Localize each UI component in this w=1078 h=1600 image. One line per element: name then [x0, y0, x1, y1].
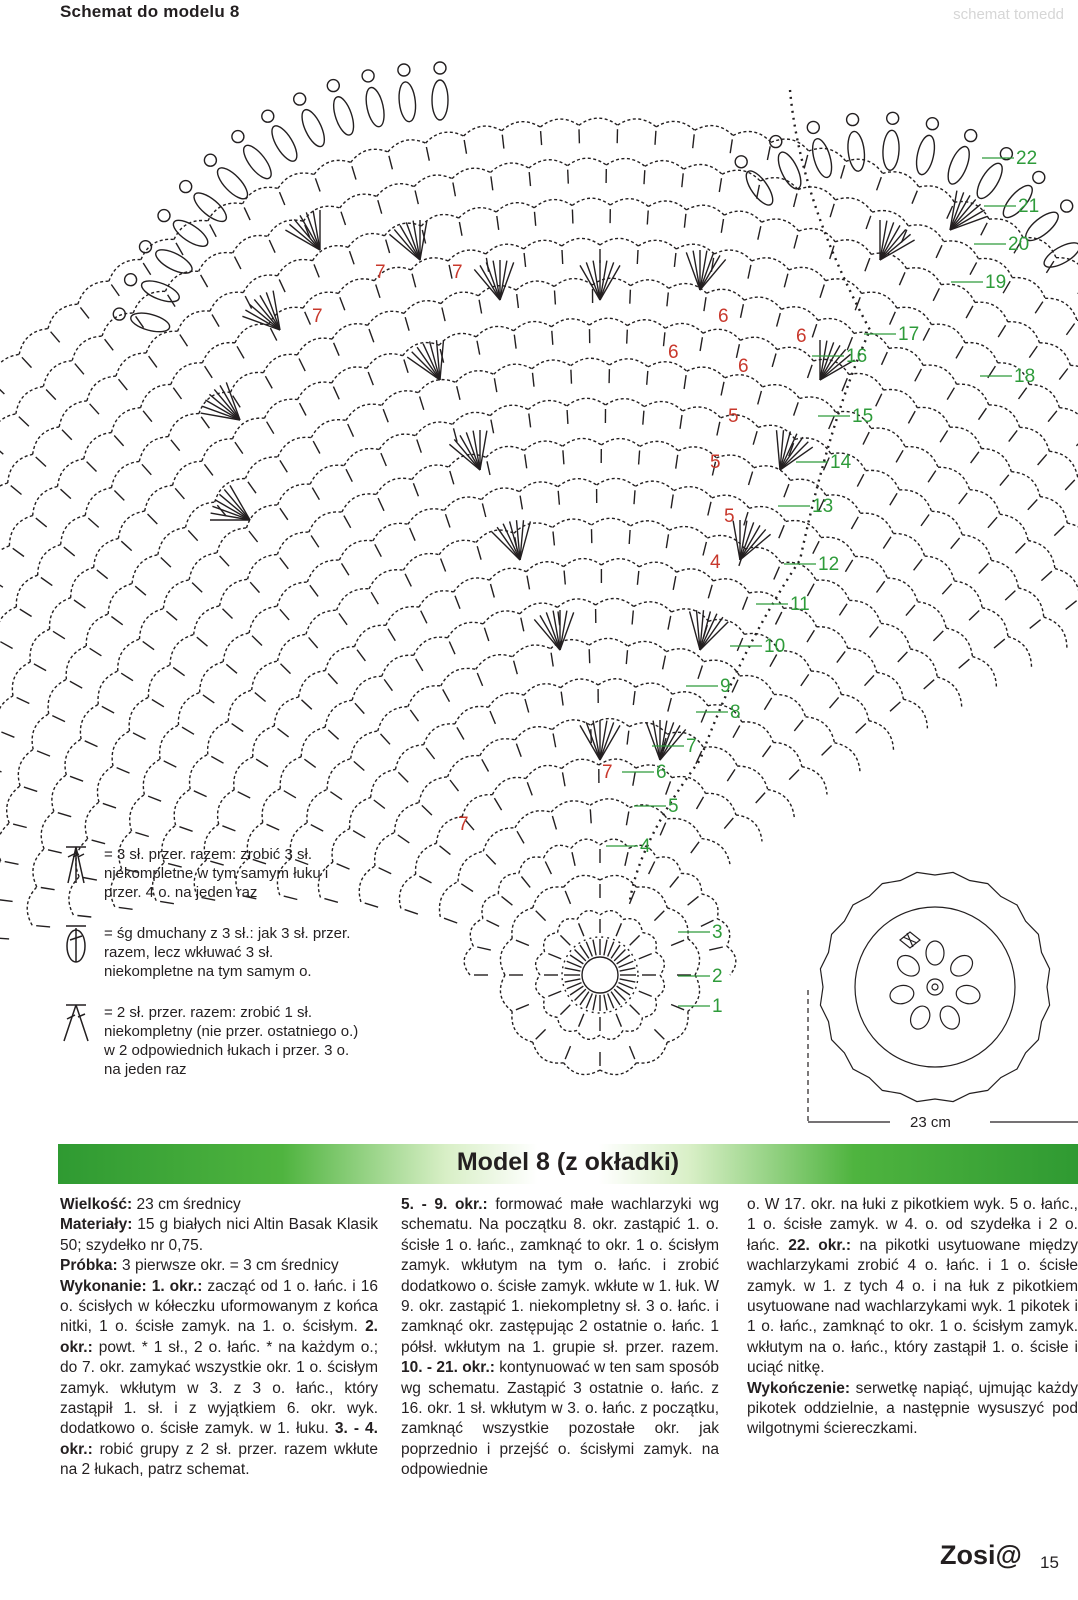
- two-dc-decrease-symbol: [60, 1001, 100, 1045]
- round-label: 17: [898, 324, 920, 345]
- instruction-key: 22. okr.:: [788, 1236, 852, 1254]
- instruction-key: Próbka:: [60, 1257, 118, 1275]
- round-label: 18: [1014, 366, 1036, 387]
- instruction-key: Wielkość:: [60, 1196, 133, 1213]
- round-label: 6: [656, 762, 667, 783]
- instruction-text: 3 pierwsze okr. = 3 cm średnicy: [117, 1257, 339, 1275]
- three-dc-cluster-symbol: [60, 843, 100, 887]
- round-label: 10: [764, 636, 786, 657]
- round-label: 16: [846, 346, 868, 367]
- round-label: 1: [712, 996, 723, 1017]
- round-label: 22: [1016, 148, 1038, 169]
- instruction-key: 10. - 21. okr.:: [401, 1359, 495, 1377]
- round-label: 14: [830, 452, 852, 473]
- round-label: 4: [640, 836, 651, 857]
- round-label: 11: [790, 594, 810, 615]
- legend-text-decrease: = 2 sł. przer. razem: zrobić 1 sł. niekompletny (nie przer. ostatniego o.) w 2 odpowiednich łukach i przer. 3 o. na jeden raz: [104, 1004, 359, 1078]
- instruction-key: Wykonanie: 1. okr.:: [60, 1277, 203, 1295]
- symbol-legend: [60, 845, 360, 1101]
- round-label: 20: [1008, 234, 1030, 255]
- diagram-heading: Schemat do modelu 8: [60, 2, 240, 21]
- instruction-text: formować małe wachlarzyki wg schematu. Na początku 8. okr. zastąpić 1. o. ścisłe 1 o. łańc., zamknąć to okr. 1 o. ścisłym zamyk. wkłutym na tym o. łańc. i zrobić dodatkowo o. ścisłe zamyk. wkłute w 1. łuk. W 9. okr. zastąpić 1. niekompletny sł. 3 o. łańc. i zamknąć okr. zastępując 2 ostatnie o. łańc. 1 półsł. wkłutym na 1. grupie sł. przer. razem.: [401, 1196, 719, 1356]
- instruction-text: powt. * 1 sł., 2 o. łańc. * na każdym o.; do 7. okr. zamykać wszystkie okr. 1 o. ścisłym zamyk. wkłutym w 3. z 3 o. łańc., który zastąpił 1. sł. i z wyjątkiem 6. okr. wyk. dodatkowo o. ścisłe zamyk. w 1. łuku.: [60, 1338, 378, 1438]
- round-label: 3: [712, 922, 723, 943]
- round-label: 5: [724, 506, 735, 527]
- page-number: 15: [1040, 1553, 1059, 1572]
- instruction-text: zacząć od 1 o. łańc. i 16 o. ścisłych w kółeczku uformowanym z końca nitki, 1 o. ścisłe zamyk. na 1. o. ścisłym.: [60, 1277, 378, 1336]
- round-label: 19: [985, 272, 1007, 293]
- instructions-column-3: [747, 1195, 1078, 1440]
- uploader-signature: Zosi@: [940, 1540, 1022, 1570]
- legend-item-puff: [60, 924, 360, 981]
- round-label: 15: [852, 406, 874, 427]
- round-label: 6: [718, 306, 729, 327]
- instructions-column-1: [60, 1195, 378, 1481]
- instruction-text: serwetkę napiąć, ujmując każdy pikotek oddzielnie, a następnie wysuszyć pod wilgotnymi ściereczkami.: [747, 1379, 1078, 1438]
- instruction-text: na pikotki usytuowane między wachlarzykami zrobić 4 o. łańc. i 1 o. ścisłe zamyk. w 1. z tych 4 o. i na łuk z pikotkiem usytuowane nad wachlarzykami wyk. 1 pikotek i 1 o. łańc., zamknąć to okr. 1 o. ścisłym zamyk. wkłutym na o. łańc., który zastąpił 1. o. ścisłe i uciąć nitkę.: [747, 1236, 1078, 1377]
- round-label: 9: [720, 676, 731, 697]
- instruction-text: robić grupy z 2 sł. przer. razem wkłute na 2 łukach, patrz schemat.: [60, 1440, 378, 1479]
- instruction-key: 3. - 4. okr.:: [60, 1420, 378, 1458]
- round-label: 7: [312, 306, 323, 327]
- instructions-column-2: [401, 1195, 719, 1481]
- round-label: 5: [668, 796, 679, 817]
- instruction-text: 15 g białych nici Altin Basak Klasik 50; szydełko nr 0,75.: [60, 1216, 378, 1254]
- round-label: 7: [452, 262, 463, 283]
- legend-item-cluster: [60, 845, 360, 902]
- instruction-key: Materiały:: [60, 1216, 133, 1234]
- legend-text-puff: = śg dmuchany z 3 sł.: jak 3 sł. przer. razem, lecz wkłuwać 3 sł. niekompletne na tym samym o.: [104, 925, 351, 980]
- round-label: 5: [710, 452, 721, 473]
- round-label: 7: [458, 814, 469, 835]
- round-label: 13: [812, 496, 834, 517]
- instruction-text: kontynuować w ten sam sposób wg schematu. Zastąpić 3 ostatnie o. łańc. z 16. okr. 1 sł. wkłutym w 3. o. łańc. z początku, zamknąć wszystkie pozostałe okr. jak poprzednio i przejść o. ścisłymi zamyk. na odpowiednie: [401, 1359, 719, 1479]
- model-title-banner: [58, 1144, 1078, 1184]
- round-label: 2: [712, 966, 723, 987]
- puff-stitch-symbol: [60, 922, 100, 966]
- round-label: 6: [738, 356, 749, 377]
- instruction-key: Wykończenie:: [747, 1379, 851, 1397]
- instruction-key: 2. okr.:: [60, 1318, 378, 1356]
- model-title: Model 8 (z okładki): [456, 1148, 680, 1176]
- round-label: 4: [710, 552, 721, 573]
- round-label: 12: [818, 554, 840, 575]
- round-label: 8: [730, 702, 741, 723]
- round-numbers-red: [312, 262, 807, 835]
- round-label: 6: [796, 326, 807, 347]
- doily-size-schematic: [800, 870, 1078, 1130]
- legend-text-cluster: = 3 sł. przer. razem: zrobić 3 sł. niekompletne w tym samym łuku i przer. 4 o. na jeden raz: [104, 846, 329, 901]
- instruction-text: 23 cm średnicy: [132, 1196, 241, 1213]
- round-label: 6: [668, 342, 679, 363]
- instruction-text: o. W 17. okr. na łuki z pikotkiem wyk. 5 o. łańc., 1 o. ścisłe zamyk. w 4. o. od szydełka i 2 o. łańc.: [747, 1196, 1078, 1254]
- faded-header-text: schemat tomedd: [953, 6, 1064, 23]
- round-label: 5: [728, 406, 739, 427]
- legend-item-decrease: [60, 1003, 360, 1079]
- round-label: 7: [602, 762, 613, 783]
- size-label: 23 cm: [910, 1114, 951, 1130]
- round-label: 21: [1018, 196, 1040, 217]
- round-label: 7: [375, 262, 386, 283]
- round-label: 7: [686, 736, 697, 757]
- instruction-key: 5. - 9. okr.:: [401, 1196, 488, 1213]
